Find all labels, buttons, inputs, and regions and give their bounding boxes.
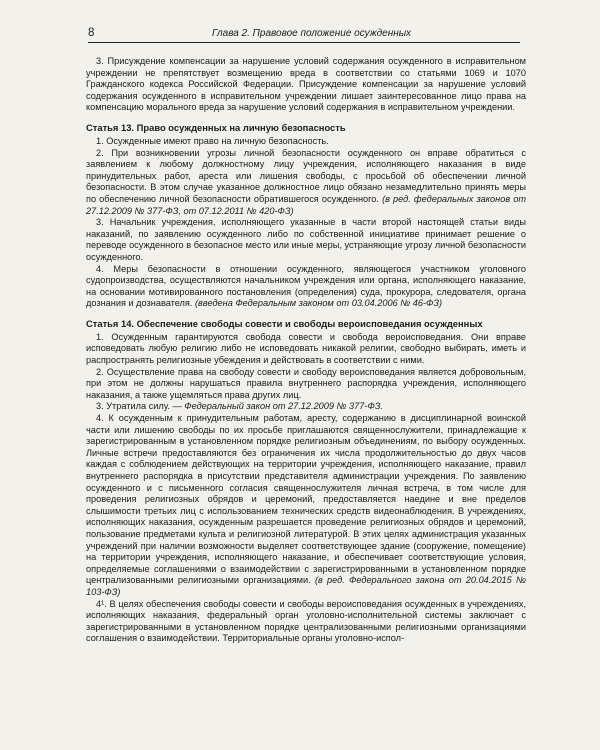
running-header — [88, 26, 520, 43]
paragraph: 3. Начальник учреждения, исполняющего указанные в части второй настоящей статьи виды наказаний, по заявлению осужденного либо по собственной инициативе принимает решение о переводе осужденного в безопасное место или иные меры, устраняющие угрозу личной безопасности осужденного. — [86, 217, 526, 262]
amendment-note: (введена Федеральным законом от 03.04.2006 № 46-ФЗ) — [195, 298, 443, 309]
paragraph — [86, 264, 526, 310]
paragraph-text: 3. Утратила силу. — — [96, 401, 182, 412]
amendment-note: (в ред. федеральных законов от 27.12.2009 № 377-ФЗ, от 07.12.2011 № 420-ФЗ) — [86, 193, 526, 216]
paragraph-text: 4. К осужденным к принудительным работам, аресту, содержанию в дисциплинарной воинской части или лишению свободы по их просьбе приглашаются священнослужители, принадлежащие к зарегистрированным в установленном порядке религиозным объединениям, по выбору осужденных. Личные встречи предоставляются без ограничения их числа продолжительностью до двух часов каждая с соблюдением действующих на территории учреждения, исполняющего наказание, правил внутреннего распорядка в присутствии представителя администрации учреждения. По заявлению осужденного и с письменного согласия священнослужителя личная встреча, в том числе для проведения религиозных обрядов и церемоний, предоставляется наедине и вне пределов слышимости третьих лиц с использованием технических средств видеонаблюдения. В учреждениях, исполняющих наказания, осужденным разрешается проведение религиозных обрядов и церемоний, пользование предметами культа и религиозной литературой. В этих целях администрация указанных учреждений при наличии возможности выделяет соответствующее здание (сооружение, помещение) на территории учреждения, исполняющего наказание, и обеспечивает соответствующие условия, определяемые соглашениями о взаимодействии с зарегистрированными в установленном порядке централизованными религиозными организациями. — [86, 413, 526, 586]
amendment-note: (в ред. Федерального закона от 20.04.2015 № 103-ФЗ) — [86, 575, 526, 597]
paragraph — [86, 148, 526, 218]
paragraph — [86, 401, 526, 413]
chapter-title: Глава 2. Правовое положение осужденных — [212, 28, 412, 39]
page-body — [86, 56, 526, 645]
paragraph: 1. Осужденным гарантируются свобода совести и свобода вероисповедания. Они вправе исповедовать любую религию либо не исповедовать никакой религии, свободно выбирать, иметь и распространять религиозные убеждения и действовать в соответствии с ними. — [86, 331, 526, 366]
article-14-title: Статья 14. Обеспечение свободы совести и свободы вероисповедания осужденных — [86, 317, 483, 329]
paragraph — [86, 413, 526, 599]
paragraph: 2. Осуществление права на свободу совести и свободу вероисповедания является добровольным, при этом не должны нарушаться правила внутреннего распорядка учреждения, исполняющего наказания, а также ущемляться права других лиц. — [86, 366, 526, 400]
page-number: 8 — [88, 27, 95, 39]
paragraph-text: 2. При возникновении угрозы личной безопасности осужденного он вправе обратиться с заявлением к любому должностному лицу учреждения, исполняющего наказания в виде принудительных работ, ареста или лишения свободы, с просьбой об обеспечении личной безопасности. В этом случае указанное должностное лицо обязано незамедлительно принять меры по обеспечению личной безопасности обратившегося осужденного. — [86, 147, 526, 204]
amendment-note: Федеральный закон от 27.12.2009 № 377-ФЗ. — [184, 401, 383, 412]
paragraph-text: 4. Меры безопасности в отношении осужденного, являющегося участником уголовного судопроизводства, осуществляются начальником учреждения или органа, исполняющего наказание, на основании мотивированного постановления (определения) суда, прокурора, следователя, органа дознания и дознавателя. — [86, 263, 526, 309]
paragraph: 4¹. В целях обеспечения свободы совести и свободы вероисповедания осужденных в учреждениях, исполняющих наказания, федеральный орган уголовно-исполнительной системы заключает с зарегистрированными в установленном порядке централизованными религиозными организациями соглашения о взаимодействии. Территориальные органы уголовно-испол- — [86, 598, 526, 644]
paragraph: 1. Осужденные имеют право на личную безопасность. — [96, 135, 329, 146]
paragraph: 3. Присуждение компенсации за нарушение условий содержания осужденного в исправительном учреждении не препятствует возмещению вреда в соответствии со статьями 1069 и 1070 Гражданского кодекса Российской Федерации. Присуждение компенсации за нарушение условий содержания осужденного в исправительном учреждении лишает заинтересованное лицо права на компенсацию морального вреда за нарушение условий содержания в исправительном учреждении. — [86, 56, 526, 113]
article-13-title: Статья 13. Право осужденных на личную безопасность — [86, 121, 346, 133]
